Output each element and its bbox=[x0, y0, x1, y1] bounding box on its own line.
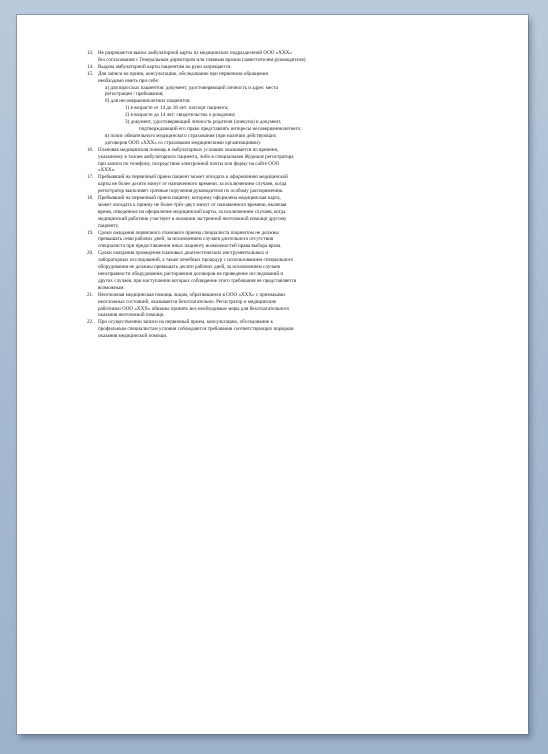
sub-sub-item: 2) в возрасте до 14 лет: свидетельство о рождении; bbox=[125, 112, 236, 119]
item-line: Выдача амбулаторной карты пациентам на руки запрещается. bbox=[98, 63, 232, 70]
document-body bbox=[87, 50, 495, 340]
item-number: 16. bbox=[87, 146, 94, 153]
item-line: Пребывший на первичный прием пациент может опоздать к оформлению медицинской bbox=[98, 174, 288, 181]
sub-sub-item: 3) документ, удостоверяющий личность родителя (опекуна) и документ, bbox=[125, 119, 282, 126]
item-line: карты не более десяти минут от назначенного времени, за исключением случаев, когда bbox=[98, 181, 287, 188]
sub-item: регистрации / пребывания; bbox=[105, 91, 164, 98]
item-line: Сроки ожидания первичного планового приема специалиста пациентом не должны bbox=[98, 229, 279, 236]
item-line: При осуществлении записи на первичный прием, консультацию, обследование к bbox=[98, 319, 273, 326]
item-line: регистратор выполняет срочные поручения руководителя по особому распоряжению. bbox=[98, 188, 284, 195]
item-line: может опоздать к приему не более трёх-двух минут от назначенного времени, включая bbox=[98, 201, 287, 208]
item-line: неисправности оборудования, расторжения договоров на проведение исследований и bbox=[98, 271, 284, 277]
item-line: специалиста при предоставлении иных пациенту возможностей права выбора врача. bbox=[98, 243, 282, 250]
item-line: при записи по телефону, посредством электронной почты или форму на сайте ООО bbox=[98, 160, 280, 167]
item-number: 21. bbox=[87, 291, 94, 298]
item-number: 17. bbox=[87, 174, 94, 181]
item-line: возможным. bbox=[98, 284, 125, 291]
list-item-20 bbox=[87, 250, 495, 291]
list-item-14 bbox=[87, 64, 495, 71]
item-number: 22. bbox=[87, 319, 94, 326]
item-line: «XXX». bbox=[98, 167, 116, 174]
item-line: Пребывший на первичный прием пациент, которому оформлена медицинская карта, bbox=[98, 195, 281, 202]
item-line: превышать семи рабочих дней, за исключением случаев длительного отсутствия bbox=[98, 236, 274, 243]
list-item-15 bbox=[87, 71, 495, 85]
list-item-17 bbox=[87, 174, 495, 195]
item-line: оказания медицинской помощи. bbox=[98, 333, 168, 340]
item-number: 18. bbox=[87, 195, 94, 202]
item-line: Плановая медицинская помощь в амбулаторных условиях оказывается по времени, bbox=[98, 146, 279, 153]
item-number: 15. bbox=[87, 70, 94, 77]
list-item-22 bbox=[87, 319, 495, 340]
sub-item: договоров ООО «XXX» со страховыми медицинскими организациями). bbox=[105, 139, 261, 146]
sub-sub-item: 1) в возрасте от 14 до 18 лет: паспорт пациента; bbox=[125, 105, 229, 112]
item-line: оказания неотложной помощи. bbox=[98, 312, 165, 319]
item-line: необходимо иметь при себе: bbox=[98, 77, 160, 84]
item-line: неотложных состояний, оказывается безотлагательно. Регистратор и медицинские bbox=[98, 298, 277, 305]
item-line: медицинский работник участвует в оказании экстренной неотложной помощи другому bbox=[98, 215, 287, 222]
item-line: лабораторных исследований, а также лечебных процедур с использованием специального bbox=[98, 257, 294, 264]
item-line: профильным специалистам условия соблюдаются требования соответствующих порядков bbox=[98, 326, 294, 333]
item-number: 13. bbox=[87, 50, 94, 56]
item-number: 14. bbox=[87, 63, 94, 70]
sub-sub-item: подтверждающий его право представлять интересы несовершеннолетнего; bbox=[139, 125, 302, 132]
item-line: других случаев, при наступлении которых соблюдение этого требования не представляется bbox=[98, 277, 297, 284]
sub-item: в) полис обязательного медицинского страхования (при наличии действующих bbox=[105, 132, 277, 139]
list-item-19 bbox=[87, 230, 495, 251]
sub-item: б) для несовершеннолетних пациентов: bbox=[105, 98, 191, 105]
list-item-18 bbox=[87, 195, 495, 230]
document-page bbox=[17, 15, 528, 734]
item-line: без согласования с Генеральным директором или главным врачом (заместителем руководителя). bbox=[98, 56, 307, 63]
item-line: Для записи на прием, консультацию, обследование при первичном обращении bbox=[98, 70, 269, 77]
item-line: пациенту. bbox=[98, 222, 119, 229]
item-line: Неотложная медицинская помощь лицам, обратившимся в ООО «XXX» с признаками bbox=[98, 291, 285, 298]
item-line: Не разрешается вынос амбулаторной карты из медицинских подразделений ООО «XXX» bbox=[98, 50, 292, 56]
item-line: время, отведенное на оформление медицинской карты, за исключением случаев, когда bbox=[98, 208, 286, 215]
list-item-21 bbox=[87, 292, 495, 320]
item-line: работники ООО «XXX» обязаны принять все необходимые меры для безотлагательного bbox=[98, 305, 290, 312]
item-line: Сроки ожидания проведения плановых диагностических инструментальных и bbox=[98, 250, 269, 257]
item-line: указанному в талоне амбулаторного пациента, либо в специальном Журнале регистратора bbox=[98, 153, 294, 160]
sub-item: а) для взрослых пациентов: документ, удостоверяющий личность и адрес места bbox=[105, 84, 279, 91]
list-item-13 bbox=[87, 50, 495, 64]
item-number: 20. bbox=[87, 250, 94, 257]
list-item-16 bbox=[87, 147, 495, 175]
item-line: оборудования не должны превышать десяти рабочих дней, за исключением случаев bbox=[98, 264, 280, 271]
item-number: 19. bbox=[87, 229, 94, 236]
